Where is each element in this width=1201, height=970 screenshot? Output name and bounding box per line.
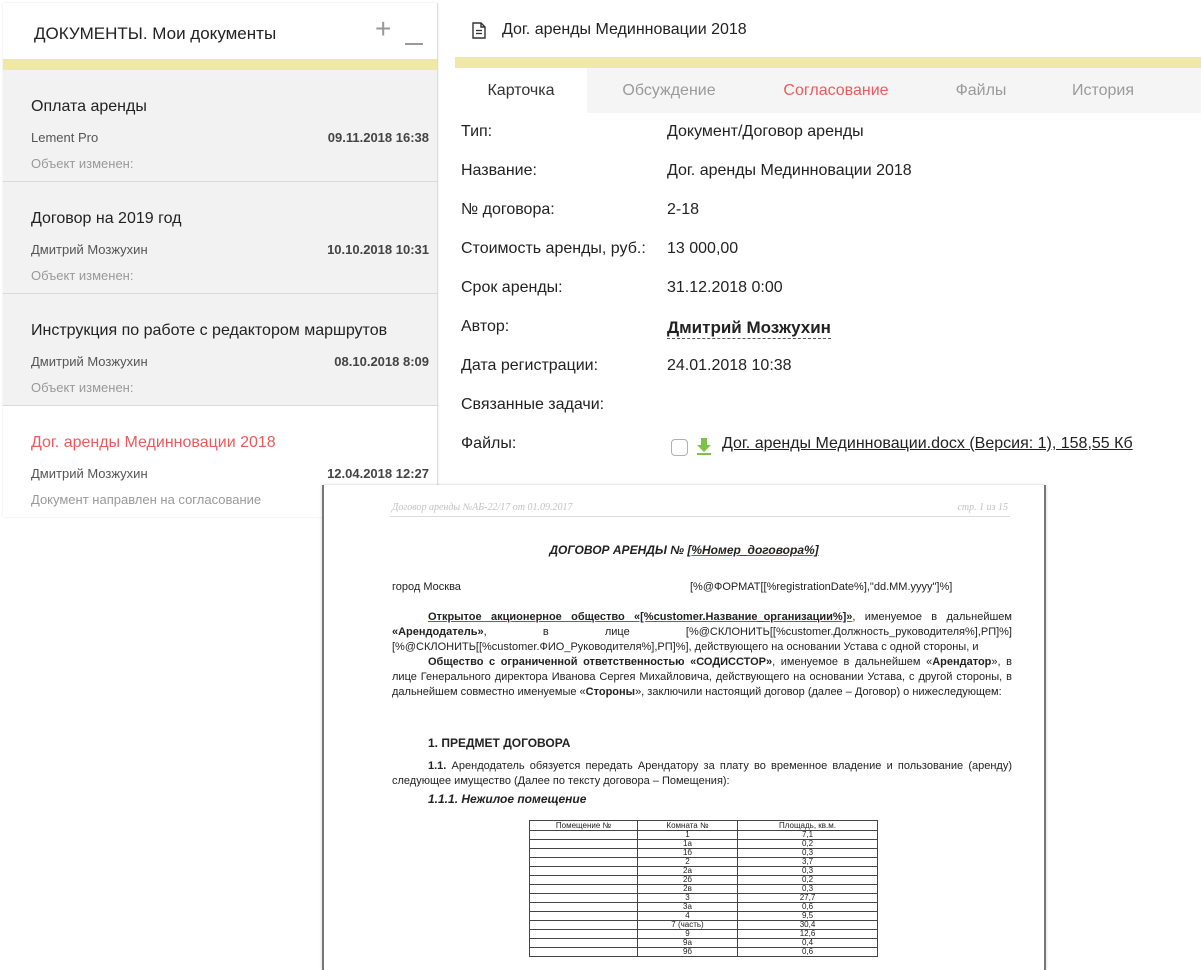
table-cell	[530, 876, 638, 885]
documents-panel-header	[3, 3, 437, 59]
table-row	[530, 831, 878, 840]
table-cell: 7 (часть)	[638, 921, 738, 930]
file-link[interactable]: Дог. аренды Мединновации.docx (Версия: 1), 158,55 Кб	[722, 435, 1133, 452]
download-icon[interactable]	[696, 437, 712, 455]
table-cell: 1а	[638, 840, 738, 849]
document-status: Объект изменен:	[31, 380, 134, 395]
table-cell	[530, 894, 638, 903]
document-status: Объект изменен:	[31, 156, 134, 171]
table-row	[530, 885, 878, 894]
preview-text: Открытое акционерное общество «[%customer.Название_организации%]»	[428, 611, 853, 623]
preview-text: Общество с ограниченной ответственностью «СОДИССТОР»	[428, 656, 773, 668]
property-author	[455, 308, 1201, 347]
table-cell: 7,1	[738, 831, 878, 840]
preview-date-template: [%@ФОРМАТ[[%registrationDate%],"dd.MM.yyyy"]%]	[690, 581, 953, 593]
document-icon	[472, 22, 486, 39]
minimize-button[interactable]	[405, 43, 423, 45]
table-cell: 2а	[638, 867, 738, 876]
property-label: Файлы:	[461, 435, 517, 452]
document-title-header: Дог. аренды Мединновации 2018	[502, 21, 747, 38]
table-cell: 0,3	[738, 885, 878, 894]
table-header-cell: Площадь, кв.м.	[738, 821, 878, 831]
table-cell: 3	[638, 894, 738, 903]
tab-files[interactable]: Файлы	[955, 82, 1007, 99]
preview-title-prefix: ДОГОВОР АРЕНДЫ №	[549, 543, 688, 557]
preview-text: Стороны	[585, 686, 636, 698]
table-cell: 1б	[638, 849, 738, 858]
table-cell: 9	[638, 930, 738, 939]
table-header-row	[530, 821, 878, 831]
document-author: Дмитрий Мозжухин	[31, 242, 148, 257]
property-contract-number	[455, 191, 1201, 230]
preview-subheading: 1.1.1. Нежилое помещение	[428, 792, 587, 806]
table-row	[530, 948, 878, 957]
table-cell	[530, 921, 638, 930]
preview-title-variable: [%Номер_договора%]	[687, 543, 819, 557]
document-card-panel	[455, 3, 1201, 487]
preview-city: город Москва	[392, 581, 461, 593]
property-label: Дата регистрации:	[461, 357, 599, 374]
table-row	[530, 876, 878, 885]
table-cell: 12,6	[738, 930, 878, 939]
properties-list	[455, 113, 1201, 464]
property-value: 31.12.2018 0:00	[667, 279, 783, 296]
preview-header-divider	[390, 516, 1010, 517]
property-related-tasks	[455, 386, 1201, 425]
property-value: 13 000,00	[667, 240, 739, 257]
list-item[interactable]	[3, 70, 437, 182]
table-cell	[530, 831, 638, 840]
tab-bar	[455, 68, 1201, 113]
document-preview	[322, 485, 1046, 970]
property-value: Дог. аренды Мединновации 2018	[667, 162, 912, 179]
preview-text: , в лице [%@СКЛОНИТЬ[[%customer.Должность_руководителя%],РП]%] [%@СКЛОНИТЬ[[%customer.ФИО_Руководителя%],РП]%], действующего на основании Устава с одной стороны, и	[392, 626, 1012, 653]
table-cell	[530, 840, 638, 849]
tab-approval[interactable]: Согласование	[783, 82, 889, 99]
property-value: Документ/Договор аренды	[667, 123, 864, 140]
table-cell	[530, 885, 638, 894]
document-author: Дмитрий Мозжухин	[31, 466, 148, 481]
documents-panel	[3, 3, 438, 517]
list-item[interactable]	[3, 182, 437, 294]
table-row	[530, 858, 878, 867]
document-author: Lement Pro	[31, 130, 99, 145]
table-cell: 0,6	[738, 903, 878, 912]
table-cell: 0,3	[738, 849, 878, 858]
table-cell	[530, 849, 638, 858]
preview-text: , именуемое в дальнейшем «	[772, 656, 933, 668]
document-date: 09.11.2018 16:38	[327, 130, 429, 145]
table-cell: 30,4	[738, 921, 878, 930]
property-type	[455, 113, 1201, 152]
table-cell: 0,2	[738, 840, 878, 849]
tab-history[interactable]: История	[1071, 82, 1135, 99]
preview-paragraph-2	[392, 655, 1012, 700]
property-label: Связанные задачи:	[461, 396, 605, 413]
table-cell: 0,2	[738, 876, 878, 885]
table-cell	[530, 912, 638, 921]
table-row	[530, 840, 878, 849]
table-cell: 2в	[638, 885, 738, 894]
property-files	[455, 425, 1201, 464]
preview-text: 1.1.	[428, 760, 447, 772]
table-row	[530, 867, 878, 876]
property-label: Тип:	[461, 123, 493, 140]
table-cell	[530, 858, 638, 867]
document-status: Объект изменен:	[31, 268, 134, 283]
preview-paragraph-1	[392, 610, 1012, 655]
document-status: Документ направлен на согласование	[31, 492, 262, 507]
table-cell: 3,7	[738, 858, 878, 867]
table-header-cell: Помещение №	[530, 821, 638, 831]
accent-bar	[3, 59, 437, 70]
tab-card[interactable]: Карточка	[455, 68, 587, 113]
property-label: Название:	[461, 162, 537, 179]
table-cell: 3а	[638, 903, 738, 912]
table-cell: 0,4	[738, 939, 878, 948]
property-value	[667, 318, 831, 338]
preview-text: , именуемое в дальнейшем	[852, 611, 1012, 623]
property-label: Срок аренды:	[461, 279, 563, 296]
document-title: Инструкция по работе с редактором маршрутов	[31, 322, 388, 339]
table-cell	[530, 903, 638, 912]
preview-text: Арендатор	[932, 656, 992, 668]
table-cell: 1	[638, 831, 738, 840]
document-title: Договор на 2019 год	[31, 210, 182, 227]
preview-header-left: Договор аренды №АБ-22/17 от 01.09.2017	[392, 502, 573, 513]
table-cell	[530, 930, 638, 939]
property-label: № договора:	[461, 201, 555, 218]
property-cost	[455, 230, 1201, 269]
preview-text: Арендодатель обязуется передать Арендатору за плату во временное владение и пользование (аренду) следующее имущество (Далее по тексту договора – Помещения):	[392, 760, 1012, 787]
property-term	[455, 269, 1201, 308]
tab-discussion[interactable]: Обсуждение	[622, 82, 716, 99]
add-document-button[interactable]: +	[375, 13, 392, 44]
property-name	[455, 152, 1201, 191]
preview-text: », в лице Генерального директора Иванова Сергея Михайловича, действующего на основании Устава, с другой стороны, в дальнейшем совместно именуемые «	[392, 656, 1013, 698]
table-cell: 9,5	[738, 912, 878, 921]
table-row	[530, 894, 878, 903]
property-label: Автор:	[461, 318, 510, 335]
preview-text: », заключили настоящий договор (далее – Договор) о нижеследующем:	[635, 686, 1002, 698]
table-row	[530, 939, 878, 948]
property-value: 2-18	[667, 201, 700, 218]
table-row	[530, 921, 878, 930]
table-cell: 2б	[638, 876, 738, 885]
document-title: Дог. аренды Мединновации 2018	[31, 434, 276, 451]
panel-title: ДОКУМЕНТЫ. Мои документы	[34, 24, 277, 43]
table-cell	[530, 867, 638, 876]
preview-text: «Арендодатель»	[392, 626, 484, 638]
table-cell: 9а	[638, 939, 738, 948]
premises-table	[529, 820, 878, 957]
document-card-header	[455, 3, 1201, 57]
table-cell: 0,3	[738, 867, 878, 876]
preview-title	[324, 543, 1044, 557]
property-registration-date	[455, 347, 1201, 386]
preview-paragraph-3	[392, 759, 1012, 789]
table-cell: 4	[638, 912, 738, 921]
document-author: Дмитрий Мозжухин	[31, 354, 148, 369]
document-title: Оплата аренды	[31, 98, 147, 115]
list-item[interactable]	[3, 294, 437, 406]
author-link[interactable]: Дмитрий Мозжухин	[667, 318, 831, 337]
table-cell	[530, 939, 638, 948]
table-header-cell: Комната №	[638, 821, 738, 831]
table-cell: 27,7	[738, 894, 878, 903]
table-cell: 2	[638, 858, 738, 867]
table-cell	[530, 948, 638, 957]
property-value: 24.01.2018 10:38	[667, 357, 792, 374]
table-row	[530, 930, 878, 939]
file-checkbox[interactable]	[671, 439, 688, 456]
table-cell: 0,6	[738, 948, 878, 957]
preview-section-heading: 1. ПРЕДМЕТ ДОГОВОРА	[428, 736, 571, 750]
document-date: 12.04.2018 12:27	[327, 466, 429, 481]
accent-bar	[455, 57, 1201, 68]
property-label: Стоимость аренды, руб.:	[461, 240, 646, 257]
document-date: 10.10.2018 10:31	[327, 242, 429, 257]
document-date: 08.10.2018 8:09	[334, 354, 429, 369]
table-cell: 9б	[638, 948, 738, 957]
preview-page-number: стр. 1 из 15	[957, 502, 1008, 513]
premises-table-body	[530, 831, 878, 957]
document-list	[3, 70, 437, 517]
table-row	[530, 849, 878, 858]
table-row	[530, 903, 878, 912]
